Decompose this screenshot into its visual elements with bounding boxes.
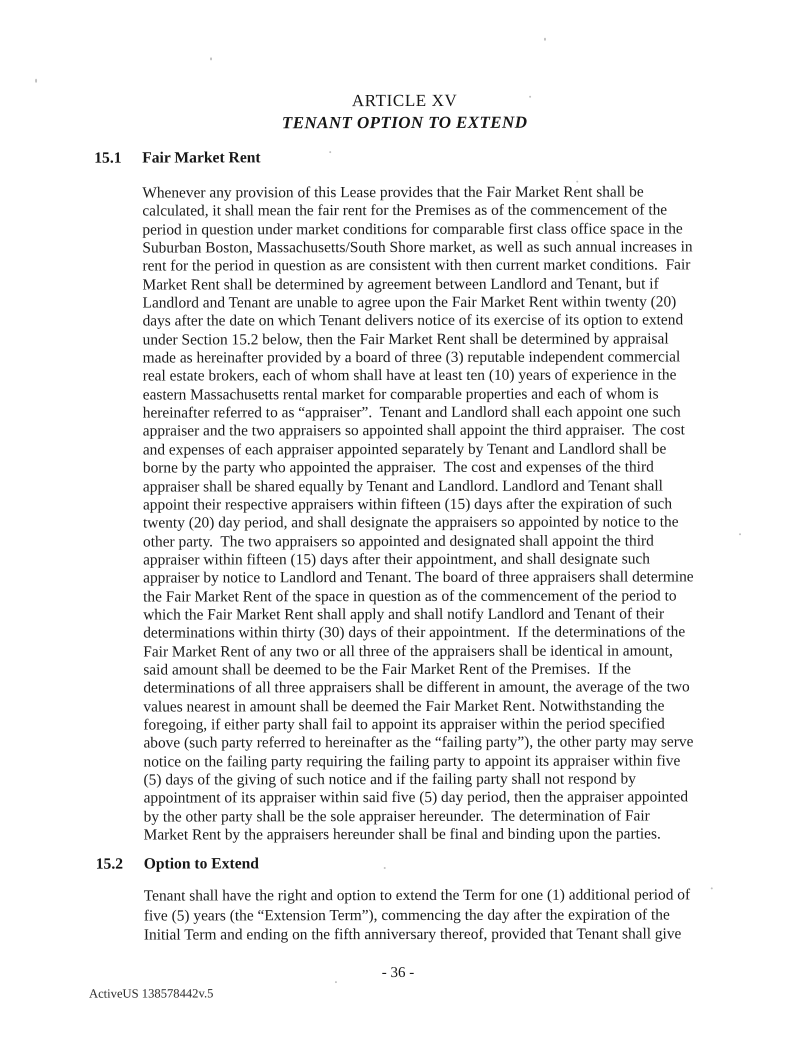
section-15-2-header [1, 854, 811, 873]
section-15-1-body: Whenever any provision of this Lease provides that the Fair Market Rent shall be calculated, it shall mean the fair rent for the Premises as of the commencement of the period in question under market conditions for comparable first class office space in the Suburban Boston, Massachusetts/South Shore market, as well as such annual increases in rent for the period in question as are consistent with then current market conditions. Fair Market Rent shall be determined by agreement between Landlord and Tenant, but if Landlord and Tenant are unable to agree upon the Fair Market Rent within twenty (20) days after the date on which Tenant delivers notice of its exercise of its option to extend under Section 15.2 below, then the Fair Market Rent shall be determined by appraisal made as hereinafter provided by a board of three (3) reputable independent commercial real estate brokers, each of whom shall have at least ten (10) years of experience in the eastern Massachusetts rental market for comparable properties and each of whom is hereinafter referred to as “appraiser”. Tenant and Landlord shall each appoint one such appraiser and the two appraisers so appointed shall appoint the third appraiser. The cost and expenses of each appraiser appointed separately by Tenant and Landlord shall be borne by the party who appointed the appraiser. The cost and expenses of the third appraiser shall be shared equally by Tenant and Landlord. Landlord and Tenant shall appoint their respective appraisers within fifteen (15) days after the expiration of such twenty (20) day period, and shall designate the appraisers so appointed by notice to the other party. The two appraisers so appointed and designated shall appoint the third appraiser within fifteen (15) days after their appointment, and shall designate such appraiser by notice to Landlord and Tenant. The board of three appraisers shall determine the Fair Market Rent of the space in question as of the commencement of the period to which the Fair Market Rent shall apply and shall notify Landlord and Tenant of their determinations within thirty (30) days of their appointment. If the determinations of the Fair Market Rent of any two or all three of the appraisers shall be identical in amount, said amount shall be deemed to be the Fair Market Rent of the Premises. If the determinations of all three appraisers shall be different in amount, the average of the two values nearest in amount shall be deemed the Fair Market Rent. Notwithstanding the foregoing, if either party shall fail to appoint its appraiser within the period specified above (such party referred to hereinafter as the “failing party”), the other party may serve notice on the failing party requiring the failing party to appoint its appraiser within five (5) days of the giving of such notice and if the failing party shall not respond by appointment of its appraiser within said five (5) day period, then the appraiser appointed by the other party shall be the sole appraiser hereunder. The determination of Fair Market Rent by the appraisers hereunder shall be final and binding upon the parties. [142, 183, 694, 844]
scan-speckle [576, 181, 578, 183]
article-heading: ARTICLE XV [351, 90, 458, 111]
section-heading: Fair Market Rent [142, 149, 261, 167]
section-number: 15.2 [95, 855, 124, 873]
article-header [0, 90, 810, 134]
scan-speckle [210, 57, 212, 60]
scan-speckle [384, 867, 386, 869]
scan-speckle [335, 981, 337, 983]
scan-speckle [35, 79, 37, 83]
scan-speckle [711, 887, 713, 889]
scan-speckle [529, 96, 531, 98]
page-number: - 36 - [381, 964, 415, 982]
scan-speckle [739, 533, 741, 535]
article-title: TENANT OPTION TO EXTEND [281, 112, 528, 133]
document-id: ActiveUS 138578442v.5 [88, 986, 214, 1001]
section-15-2-body: Tenant shall have the right and option to extend the Term for one (1) additional period of five (5) years (the “Extension Term”), commencing the day after the expiration of the Initial Term and ending on the fifth anniversary thereof, provided that Tenant shall give [143, 886, 691, 944]
scan-speckle [544, 38, 546, 41]
section-heading: Option to Extend [143, 855, 259, 873]
section-15-1-header [0, 148, 810, 167]
section-number: 15.1 [94, 149, 122, 167]
scan-speckle [329, 151, 331, 153]
